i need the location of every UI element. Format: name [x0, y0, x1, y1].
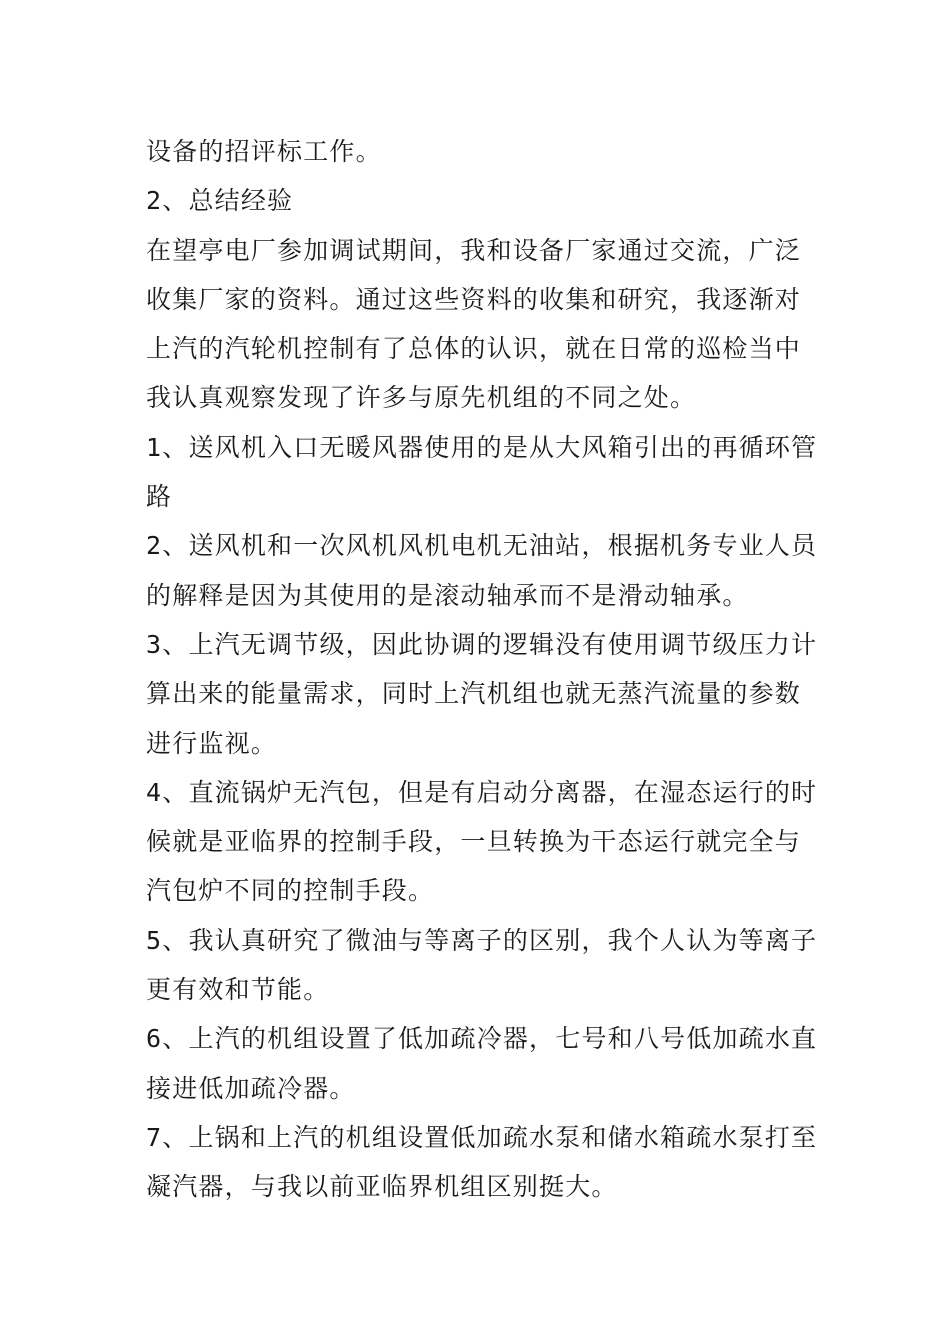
list-item-3-line: 算出来的能量需求，同时上汽机组也就无蒸汽流量的参数 [146, 679, 802, 709]
list-item-2-line: 2、送风机和一次风机风机电机无油站，根据机务专业人员 [146, 531, 818, 561]
section-heading: 2、总结经验 [146, 186, 294, 216]
list-item-1-line: 1、送风机入口无暖风器使用的是从大风箱引出的再循环管 [146, 432, 818, 462]
list-item-7-line: 7、上锅和上汽的机组设置低加疏水泵和储水箱疏水泵打至 [146, 1122, 818, 1152]
list-item-5-line: 5、我认真研究了微油与等离子的区别，我个人认为等离子 [146, 925, 818, 955]
text-line: 设备的招评标工作。 [146, 137, 382, 166]
document-body [146, 127, 816, 1212]
list-item-3-line: 进行监视。 [146, 728, 278, 758]
text-line: 上汽的汽轮机控制有了总体的认识，就在日常的巡检当中 [146, 334, 802, 364]
list-item-6-line: 6、上汽的机组设置了低加疏冷器，七号和八号低加疏水直 [146, 1024, 818, 1054]
list-item-3-line: 3、上汽无调节级，因此协调的逻辑没有使用调节级压力计 [146, 629, 818, 659]
list-item-1-line: 路 [146, 482, 173, 512]
list-item-5-line: 更有效和节能。 [146, 975, 330, 1005]
list-item-6-line: 接进低加疏冷器。 [146, 1073, 356, 1103]
list-item-4-line: 汽包炉不同的控制手段。 [146, 876, 435, 906]
list-item-4-line: 候就是亚临界的控制手段，一旦转换为干态运行就完全与 [146, 827, 802, 857]
list-item-2-line: 的解释是因为其使用的是滚动轴承而不是滑动轴承。 [146, 580, 749, 610]
text-line: 收集厂家的资料。通过这些资料的收集和研究，我逐渐对 [146, 284, 802, 314]
text-line: 在望亭电厂参加调试期间，我和设备厂家通过交流，广泛 [146, 235, 802, 265]
text-line: 我认真观察发现了许多与原先机组的不同之处。 [146, 383, 697, 413]
list-item-7-line: 凝汽器，与我以前亚临界机组区别挺大。 [146, 1172, 618, 1202]
list-item-4-line: 4、直流锅炉无汽包，但是有启动分离器，在湿态运行的时 [146, 777, 818, 807]
